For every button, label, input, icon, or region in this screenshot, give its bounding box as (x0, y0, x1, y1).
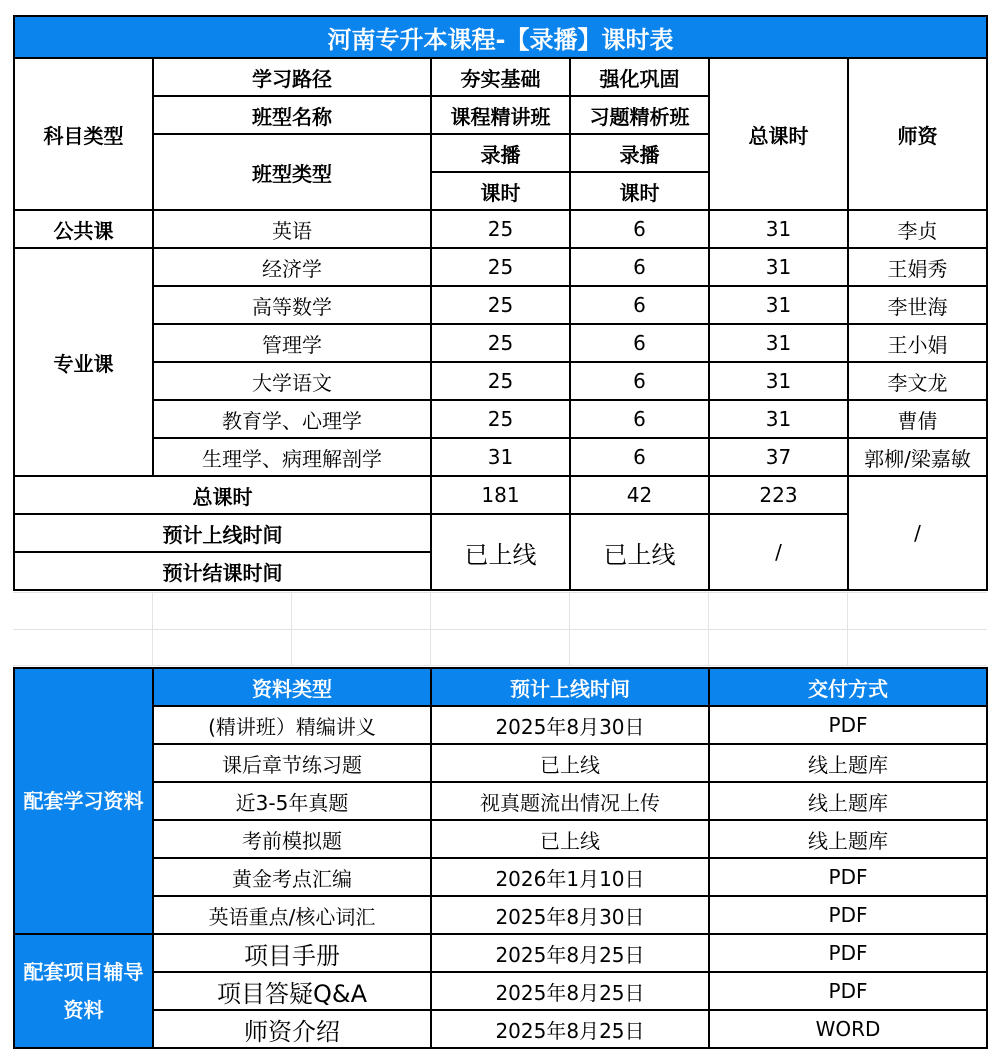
col2-class-name: 习题精析班 (570, 96, 709, 134)
table-row (14, 706, 987, 744)
material-time: 视真题流出情况上传 (431, 782, 709, 820)
material-time: 2025年8月25日 (431, 1010, 709, 1048)
material-type-header: 资料类型 (153, 668, 431, 706)
subject-cell: 大学语文 (153, 362, 431, 400)
teacher-cell: 王娟秀 (848, 248, 987, 286)
table-row (14, 400, 987, 438)
hours-cell: 25 (431, 286, 570, 324)
total-cell: 31 (709, 400, 848, 438)
teacher-cell: 郭柳/梁嘉敏 (848, 438, 987, 476)
table-row (14, 744, 987, 782)
col2-online-status: 已上线 (570, 514, 709, 590)
project-materials-group: 配套项目辅导资料 (14, 934, 153, 1048)
hours-cell: 6 (570, 248, 709, 286)
total-h1: 181 (431, 476, 570, 514)
material-type: 近3-5年真题 (153, 782, 431, 820)
materials-table (13, 667, 988, 1049)
hours-cell: 31 (431, 438, 570, 476)
subject-cell: 高等数学 (153, 286, 431, 324)
material-delivery: 线上题库 (709, 782, 987, 820)
hours-cell: 6 (570, 286, 709, 324)
material-delivery: PDF (709, 934, 987, 972)
material-time-header: 预计上线时间 (431, 668, 709, 706)
teacher-cell: 李世海 (848, 286, 987, 324)
material-time: 2025年8月30日 (431, 706, 709, 744)
public-course-category: 公共课 (14, 210, 153, 248)
hours-cell: 25 (431, 324, 570, 362)
material-type: (精讲班）精编讲义 (153, 706, 431, 744)
teacher-cell: 李文龙 (848, 362, 987, 400)
material-type: 课后章节练习题 (153, 744, 431, 782)
table-row (14, 972, 987, 1010)
table-row (14, 858, 987, 896)
class-name-label: 班型名称 (153, 96, 431, 134)
col1-class-name: 课程精讲班 (431, 96, 570, 134)
material-delivery: PDF (709, 706, 987, 744)
total-hours-header: 总课时 (709, 58, 848, 210)
table-row (14, 362, 987, 400)
table-row (14, 934, 987, 972)
total-cell: 31 (709, 324, 848, 362)
teacher-cell: 曹倩 (848, 400, 987, 438)
teacher-cell: 王小娟 (848, 324, 987, 362)
totals-row (14, 476, 987, 514)
material-time: 2025年8月25日 (431, 972, 709, 1010)
table-row (14, 896, 987, 934)
material-delivery: PDF (709, 858, 987, 896)
material-type: 项目手册 (153, 934, 431, 972)
hours-cell: 25 (431, 248, 570, 286)
material-time: 2025年8月25日 (431, 934, 709, 972)
hours-cell: 6 (570, 210, 709, 248)
material-delivery: WORD (709, 1010, 987, 1048)
total-cell: 37 (709, 438, 848, 476)
material-type: 项目答疑Q&A (153, 972, 431, 1010)
teacher-cell: 李贞 (848, 210, 987, 248)
hours-cell: 6 (570, 362, 709, 400)
material-time: 2025年8月30日 (431, 896, 709, 934)
subject-cell: 教育学、心理学 (153, 400, 431, 438)
totals-label: 总课时 (14, 476, 431, 514)
material-delivery: PDF (709, 972, 987, 1010)
subject-cell: 管理学 (153, 324, 431, 362)
col1-class-type: 录播 (431, 134, 570, 172)
col2-path: 强化巩固 (570, 58, 709, 96)
subject-type-header: 科目类型 (14, 58, 153, 210)
col1-unit: 课时 (431, 172, 570, 210)
hours-cell: 6 (570, 438, 709, 476)
end-time-label: 预计结课时间 (14, 552, 431, 590)
total-cell: 31 (709, 286, 848, 324)
material-delivery: 线上题库 (709, 744, 987, 782)
col2-class-type: 录播 (570, 134, 709, 172)
table-row (14, 248, 987, 286)
path-label: 学习路径 (153, 58, 431, 96)
study-materials-group: 配套学习资料 (14, 668, 153, 934)
table-row (14, 210, 987, 248)
hours-cell: 25 (431, 362, 570, 400)
material-time: 2026年1月10日 (431, 858, 709, 896)
material-time: 已上线 (431, 744, 709, 782)
col2-unit: 课时 (570, 172, 709, 210)
total-cell: 31 (709, 248, 848, 286)
total-cell: 31 (709, 210, 848, 248)
material-delivery: PDF (709, 896, 987, 934)
hours-cell: 6 (570, 324, 709, 362)
subject-cell: 生理学、病理解剖学 (153, 438, 431, 476)
teachers-header: 师资 (848, 58, 987, 210)
table-row (14, 782, 987, 820)
totals-teacher: / (848, 476, 987, 590)
table-row (14, 324, 987, 362)
material-type: 英语重点/核心词汇 (153, 896, 431, 934)
total-online-status: / (709, 514, 848, 590)
col1-online-status: 已上线 (431, 514, 570, 590)
table-row (14, 286, 987, 324)
table-row (14, 438, 987, 476)
subject-cell: 经济学 (153, 248, 431, 286)
material-delivery-header: 交付方式 (709, 668, 987, 706)
material-delivery: 线上题库 (709, 820, 987, 858)
online-time-label: 预计上线时间 (14, 514, 431, 552)
grand-total: 223 (709, 476, 848, 514)
hours-cell: 25 (431, 210, 570, 248)
total-h2: 42 (570, 476, 709, 514)
page-title: 河南专升本课程-【录播】课时表 (14, 16, 987, 58)
spreadsheet-gridlines (13, 592, 987, 666)
material-type: 黄金考点汇编 (153, 858, 431, 896)
material-time: 已上线 (431, 820, 709, 858)
material-type: 师资介绍 (153, 1010, 431, 1048)
subject-cell: 英语 (153, 210, 431, 248)
material-type: 考前模拟题 (153, 820, 431, 858)
hours-cell: 25 (431, 400, 570, 438)
col1-path: 夯实基础 (431, 58, 570, 96)
hours-cell: 6 (570, 400, 709, 438)
major-course-category: 专业课 (14, 248, 153, 476)
class-type-label: 班型类型 (153, 134, 431, 210)
table-row (14, 820, 987, 858)
table-row (14, 1010, 987, 1048)
course-hours-table (13, 15, 988, 591)
total-cell: 31 (709, 362, 848, 400)
